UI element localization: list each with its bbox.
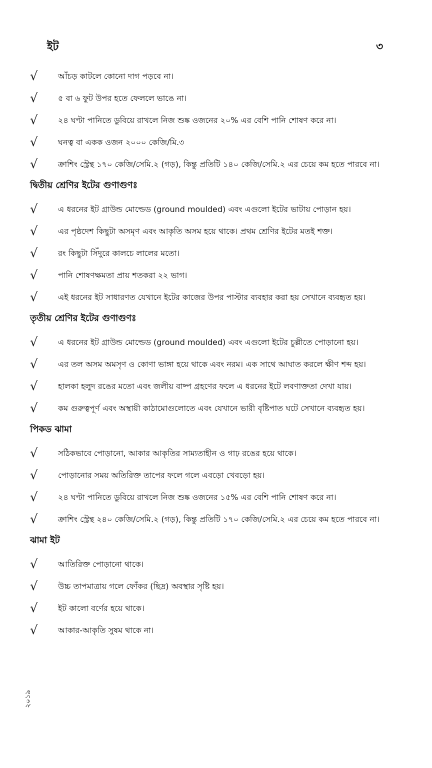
- check-icon: √: [30, 601, 38, 615]
- check-icon: √: [30, 268, 38, 282]
- list-item: [30, 469, 422, 482]
- check-icon: √: [30, 202, 38, 216]
- list-item-text: এই ধরনের ইট সাধারণত যেখানে ইটের কাজের উপর পাস্টার ব্যবহার করা হয় সেখানে ব্যবহৃত হয়।: [58, 293, 366, 302]
- section-second-class: [30, 180, 422, 304]
- section-first-class-continued: [30, 70, 422, 171]
- list-item: [30, 158, 422, 171]
- list-item: [30, 336, 422, 349]
- list-item: [30, 269, 422, 282]
- list-item-text: উচ্চ তাপমাত্রায় গলে ফোঁকর (ছিদ্র) অবস্থার সৃষ্টি হয়।: [58, 582, 224, 591]
- check-icon: √: [30, 379, 38, 393]
- list-item: [30, 491, 422, 504]
- check-icon: √: [30, 623, 38, 637]
- check-icon: √: [30, 512, 38, 526]
- list-item: [30, 70, 422, 83]
- list-item: [30, 358, 422, 371]
- list-item: [30, 624, 422, 637]
- check-icon: √: [30, 468, 38, 482]
- list-item-text: ক্রাশিং স্ট্রেন্থ ১৭০ কেজি/সেমি.২ (গড়), কিন্তু প্রতিটি ১৪০ কেজি/সেমি.২ এর চেয়ে কম হতে পারবে না।: [58, 160, 380, 169]
- list-item-text: এ ধরনের ইট গ্রাউন্ড মোল্ডেড (ground moulded) এবং এগুলো ইটের ভাটায় পোড়ান হয়।: [58, 205, 351, 214]
- check-icon: √: [30, 490, 38, 504]
- check-icon: √: [30, 401, 38, 415]
- check-icon: √: [30, 357, 38, 371]
- list-item-text: রং কিছুটা সিঁদুরে কালচে লালের মতো।: [58, 249, 180, 258]
- section-heading: দ্বিতীয় শ্রেণির ইটের গুণাগুণঃ: [30, 181, 138, 191]
- check-icon: √: [30, 69, 38, 83]
- list-item: [30, 136, 422, 149]
- list-item-text: এর তল অসম অমসৃণ ও কোণা ভাঙ্গা হয়ে থাকে এবং নরম। এক সাথে আঘাত করলে ক্ষীণ শব্দ হয়।: [58, 360, 367, 369]
- list-item-text: এর পৃষ্ঠদেশ কিছুটা অসমৃণ এবং আকৃতি অসম হয়ে থাকে। প্রথম শ্রেণির ইটের মতই শক্ত।: [58, 227, 333, 236]
- list-item: [30, 291, 422, 304]
- check-icon: √: [30, 446, 38, 460]
- list-item: [30, 114, 422, 127]
- check-icon: √: [30, 113, 38, 127]
- section-heading: তৃতীয় শ্রেণির ইটের গুণাগুণঃ: [30, 314, 137, 324]
- list-item-text: ২৪ ঘণ্টা পানিতে ডুবিয়ে রাখলে নিজ শুষ্ক ওজনের ২০% এর বেশি পানি শোষণ করে না।: [58, 116, 337, 125]
- list-item: [30, 558, 422, 571]
- list-item-text: হালকা হলুদ রঙের মতো এবং জলীয় বাষ্প গ্রহণের ফলে এ ধরনের ইটে লবণাক্ততা দেখা যায়।: [58, 382, 352, 391]
- check-icon: √: [30, 91, 38, 105]
- document-body: [30, 70, 422, 646]
- check-icon: √: [30, 579, 38, 593]
- list-item: [30, 513, 422, 526]
- list-item-text: আতিরিক্ত পোড়ানো থাকে।: [58, 560, 144, 569]
- check-icon: √: [30, 224, 38, 238]
- check-icon: √: [30, 290, 38, 304]
- check-icon: √: [30, 246, 38, 260]
- page-number: ৩: [376, 40, 384, 53]
- list-item-text: কম গুরুত্বপূর্ণ এবং অস্থায়ী কাঠামোগুলোতে এবং যেখানে ভারী বৃষ্টিপাত ঘটে সেখানে ব্যবহৃত হয়।: [58, 404, 365, 413]
- list-item: [30, 380, 422, 393]
- list-item: [30, 225, 422, 238]
- list-item-text: ক্রাশিং স্ট্রেন্থ ২৪০ কেজি/সেমি.২ (গড়), কিন্তু প্রতিটি ১৭০ কেজি/সেমি.২ এর চেয়ে কম হতে পারবে না।: [58, 515, 380, 524]
- section-heading: ঝামা ইট: [30, 536, 60, 546]
- list-item-text: সঠিকভাবে পোড়ানো, আকার আকৃতির সাম্যতাহীন ও গাঢ় রঙের হয়ে থাকে।: [58, 449, 297, 458]
- section-heading: পিকড ঝামা: [30, 425, 72, 435]
- list-item-text: পানি শোষণক্ষমতা প্রায় শতকরা ২২ ভাগ।: [58, 271, 188, 280]
- section-jhama-brick: [30, 535, 422, 637]
- check-icon: √: [30, 135, 38, 149]
- check-icon: √: [30, 557, 38, 571]
- list-item-text: আকার-আকৃতি সুষম থাকে না।: [58, 626, 154, 635]
- list-item-text: ইট কালো বর্ণের হয়ে থাকে।: [58, 604, 145, 613]
- list-item-text: আঁচড় কাটলে কোনো দাগ পড়বে না।: [58, 72, 174, 81]
- list-item: [30, 602, 422, 615]
- check-icon: √: [30, 335, 38, 349]
- check-icon: √: [30, 157, 38, 171]
- list-item: [30, 402, 422, 415]
- list-item-text: ২৪ ঘণ্টা পানিতে ডুবিয়ে রাখলে নিজ শুষ্ক ওজনের ১৫% এর বেশি পানি শোষণ করে না।: [58, 493, 337, 502]
- list-item: [30, 92, 422, 105]
- list-item: [30, 203, 422, 216]
- list-item-text: পোড়ানোর সময় অতিরিক্ত তাপের ফলে গলে এবড়ো খেবড়ো হয়।: [58, 471, 265, 480]
- year-note: ২০১৯: [24, 689, 32, 708]
- page-title: ইট: [47, 40, 59, 53]
- list-item-text: ৫ বা ৬ ফুট উপর হতে ফেললে ভাঙে না।: [58, 94, 187, 103]
- section-picked-jhama: [30, 424, 422, 526]
- list-item: [30, 247, 422, 260]
- list-item: [30, 447, 422, 460]
- section-third-class: [30, 313, 422, 415]
- list-item-text: ঘনত্ব বা একক ওজন ২০০০ কেজি/মি.৩: [58, 138, 185, 147]
- list-item-text: এ ধরনের ইট গ্রাউন্ড মোল্ডেড (ground moulded) এবং এগুলো ইটের চুল্লীতে পোড়ানো হয়।: [58, 338, 359, 347]
- list-item: [30, 580, 422, 593]
- page-header: [0, 38, 432, 56]
